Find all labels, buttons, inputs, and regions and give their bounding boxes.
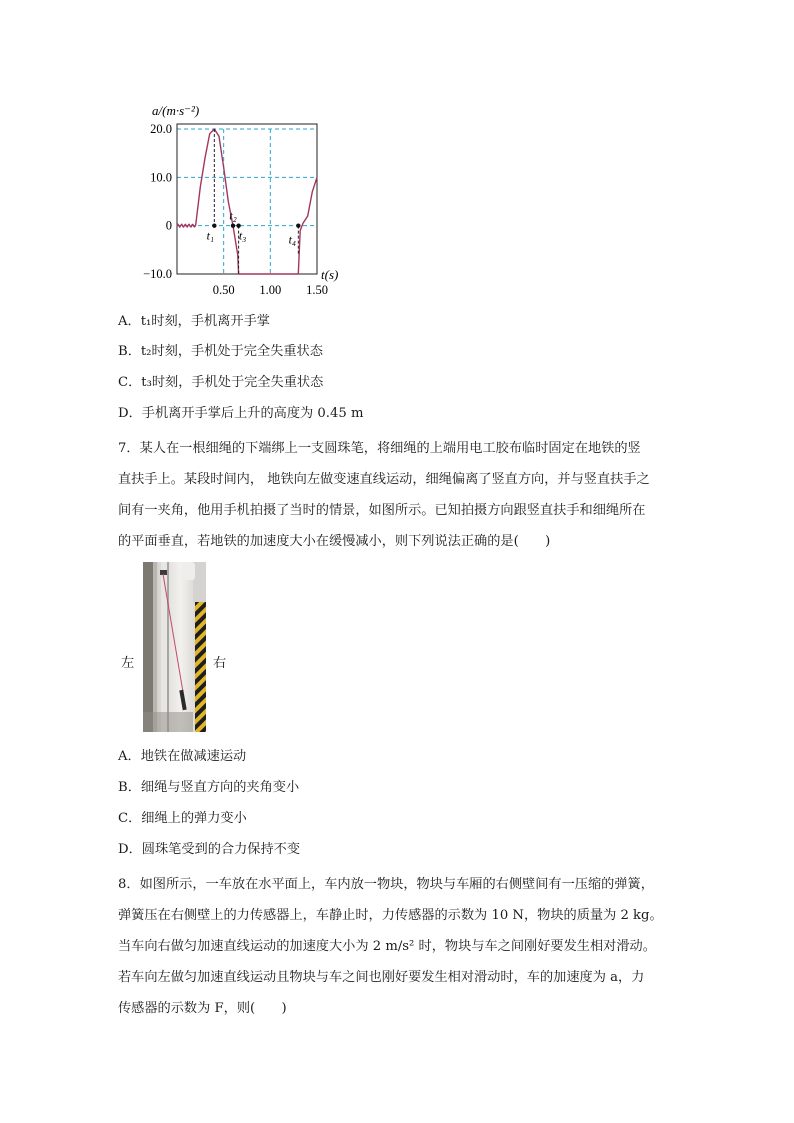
y-tick-label: −10.0 — [143, 267, 172, 281]
q8-stem-line: 传感器的示数为 F，则( ) — [118, 1001, 287, 1016]
q7-option-c: C．细绳上的弹力变小 — [118, 811, 247, 826]
q7-stem-line: 的平面垂直，若地铁的加速度大小在缓慢减小，则下列说法正确的是( ) — [118, 534, 551, 549]
q7-option-b: B．细绳与竖直方向的夹角变小 — [118, 780, 300, 795]
marked-point — [212, 223, 216, 227]
marked-point — [236, 223, 240, 227]
x-axis-label: t(s) — [321, 267, 339, 282]
left-direction-label: 左 — [121, 656, 135, 671]
q6-option-a: A．t₁时刻，手机离开手掌 — [118, 314, 270, 329]
acceleration-curve — [177, 129, 317, 274]
y-tick-label: 10.0 — [150, 170, 172, 185]
y-tick-label: 20.0 — [150, 122, 172, 136]
q7-stem-line: 直扶手上。某段时间内， 地铁向左做变速直线运动，细绳偏离了竖直方向，并与竖直扶手之 — [118, 472, 650, 487]
right-direction-label: 右 — [213, 656, 227, 671]
acceleration-time-graph — [140, 98, 370, 303]
point-label: t₄ — [288, 232, 297, 247]
q8-stem-line: 8．如图所示，一车放在水平面上，车内放一物块，物块与车厢的右侧壁间有一压缩的弹簧， — [118, 877, 654, 892]
x-tick-label: 1.00 — [259, 283, 282, 297]
subway-pole-photo — [143, 562, 206, 732]
q8-stem-line: 若车向左做匀加速直线运动且物块与车之间也刚好要发生相对滑动时，车的加速度为 a，力 — [118, 970, 645, 985]
q7-stem-line: 7．某人在一根细绳的下端绑上一支圆珠笔，将细绳的上端用电工胶布临时固定在地铁的竖 — [118, 441, 641, 456]
q8-question-stem — [118, 869, 684, 1024]
q7-option-a: A．地铁在做减速运动 — [118, 749, 247, 764]
q6-option-c: C．t₃时刻，手机处于完全失重状态 — [118, 375, 324, 390]
q6-option-b: B．t₂时刻，手机处于完全失重状态 — [118, 344, 323, 359]
y-tick-label: 0 — [165, 218, 172, 233]
graph-axes — [177, 124, 317, 274]
y-axis-label: a/(m·s⁻²) — [152, 103, 200, 118]
q7-option-d: D．圆珠笔受到的合力保持不变 — [118, 842, 301, 857]
point-label: t₁ — [206, 228, 215, 243]
q7-stem-line: 间有一夹角，他用手机拍摄了当时的情景，如图所示。已知拍摄方向跟竖直扶手和细绳所在 — [118, 503, 646, 518]
q6-option-d: D．手机离开手掌后上升的高度为 0.45 m — [118, 406, 364, 421]
x-tick-label: 0.50 — [212, 283, 235, 297]
marked-point — [231, 223, 235, 227]
q7-question-stem — [118, 433, 684, 557]
point-label: t₂ — [229, 208, 237, 223]
plot-frame — [177, 124, 317, 274]
point-label: t₃ — [238, 228, 247, 243]
q8-stem-line: 弹簧压在右侧壁上的力传感器上，车静止时，力传感器的示数为 10 N，物块的质量为 2 kg。 — [118, 908, 663, 923]
q8-stem-line: 当车向右做匀加速直线运动的加速度大小为 2 m/s² 时，物块与车之间刚好要发生相对滑动。 — [118, 939, 656, 954]
marked-point — [296, 223, 300, 227]
graph-curve — [177, 129, 317, 274]
x-tick-label: 1.50 — [306, 283, 328, 297]
